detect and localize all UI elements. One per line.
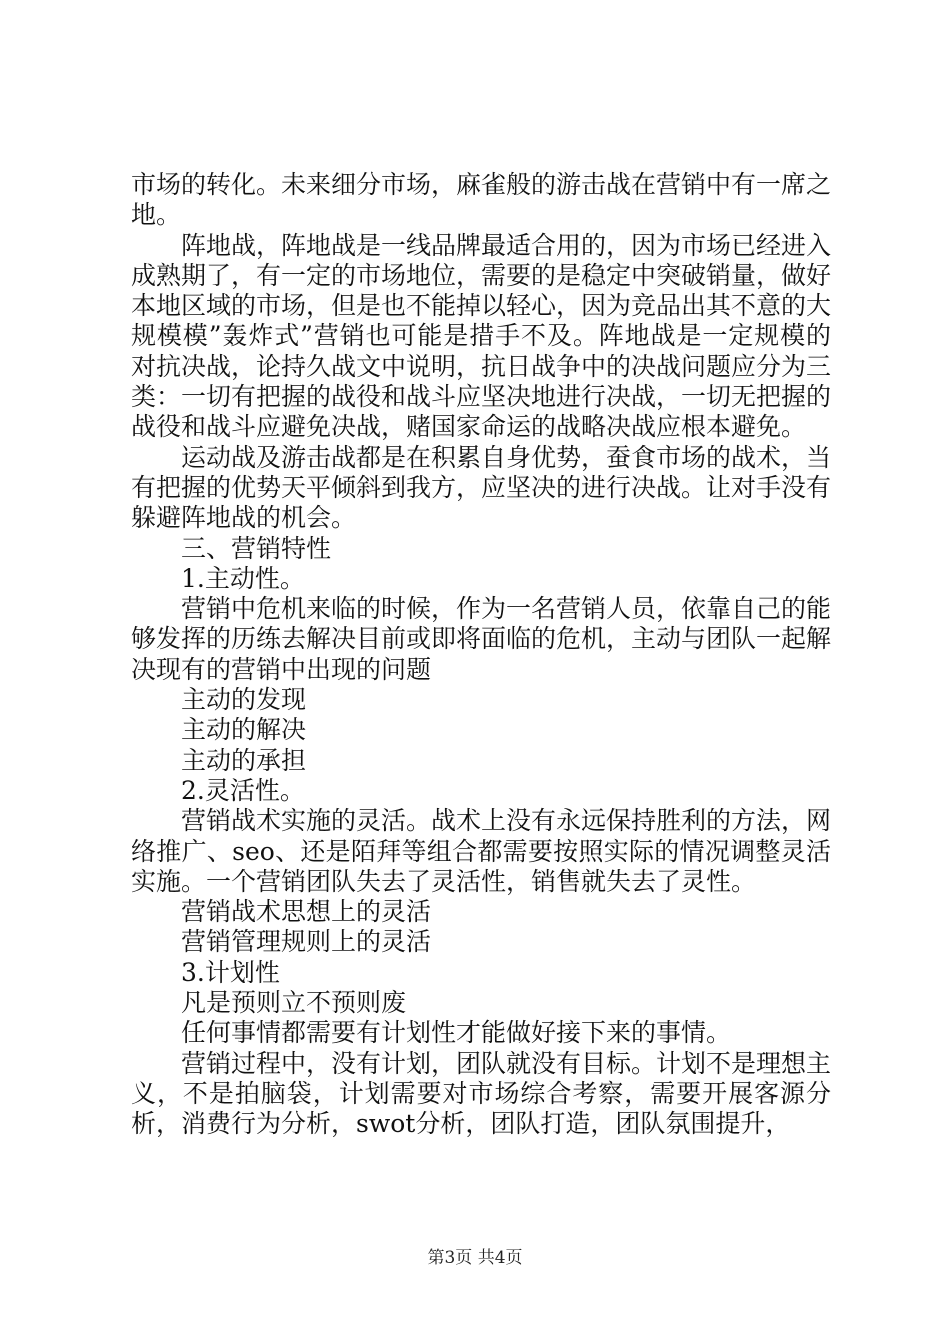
paragraph: 任何事情都需要有计划性才能做好接下来的事情。 — [181, 1018, 732, 1048]
paragraph: 主动的发现 — [181, 685, 307, 715]
paragraph: 2.灵活性。 — [181, 775, 305, 805]
page-footer: 第3页 共4页 — [427, 1248, 523, 1268]
paragraph: 凡是预则立不预则废 — [181, 988, 407, 1018]
paragraph: 营销战术实施的灵活。战术上没有永远保持胜利的方法，网络推广、seo、还是陌拜等组合都需要按照实际的情况调整灵活实施。一个营销团队失去了灵活性，销售就失去了灵性。 — [131, 806, 832, 896]
paragraph: 运动战及游击战都是在积累自身优势，蚕食市场的战术，当有把握的优势天平倾斜到我方，应坚决的进行决战。让对手没有躲避阵地战的机会。 — [131, 442, 832, 533]
paragraph: 营销中危机来临的时候，作为一名营销人员，依靠自己的能够发挥的历练去解决目前或即将面临的危机，主动与团队一起解决现有的营销中出现的问题 — [131, 594, 832, 684]
paragraph: 市场的转化。未来细分市场，麻雀般的游击战在营销中有一席之地。 — [131, 170, 832, 230]
paragraph: 1.主动性。 — [181, 563, 305, 593]
document-body — [131, 170, 831, 1140]
paragraph: 主动的承担 — [181, 745, 307, 775]
paragraph: 主动的解决 — [181, 715, 307, 745]
paragraph: 营销战术思想上的灵活 — [181, 897, 432, 927]
paragraph: 营销管理规则上的灵活 — [181, 927, 432, 957]
paragraph: 营销过程中，没有计划，团队就没有目标。计划不是理想主义，不是拍脑袋，计划需要对市场综合考察，需要开展客源分析，消费行为分析，swot分析，团队打造，团队氛围提升， — [131, 1048, 832, 1139]
paragraph: 3.计划性 — [181, 957, 280, 987]
paragraph: 三、营销特性 — [181, 533, 332, 563]
paragraph: 阵地战，阵地战是一线品牌最适合用的，因为市场已经进入成熟期了，有一定的市场地位，需要的是稳定中突破销量，做好本地区域的市场，但是也不能掉以轻心，因为竞品出其不意的大规模模”轰炸式”营销也可能是措手不及。阵地战是一定规模的对抗决战，论持久战文中说明，抗日战争中的决战问题应分为三类：一切有把握的战役和战斗应坚决地进行决战，一切无把握的战役和战斗应避免决战，赌国家命运的战略决战应根本避免。 — [131, 230, 832, 442]
